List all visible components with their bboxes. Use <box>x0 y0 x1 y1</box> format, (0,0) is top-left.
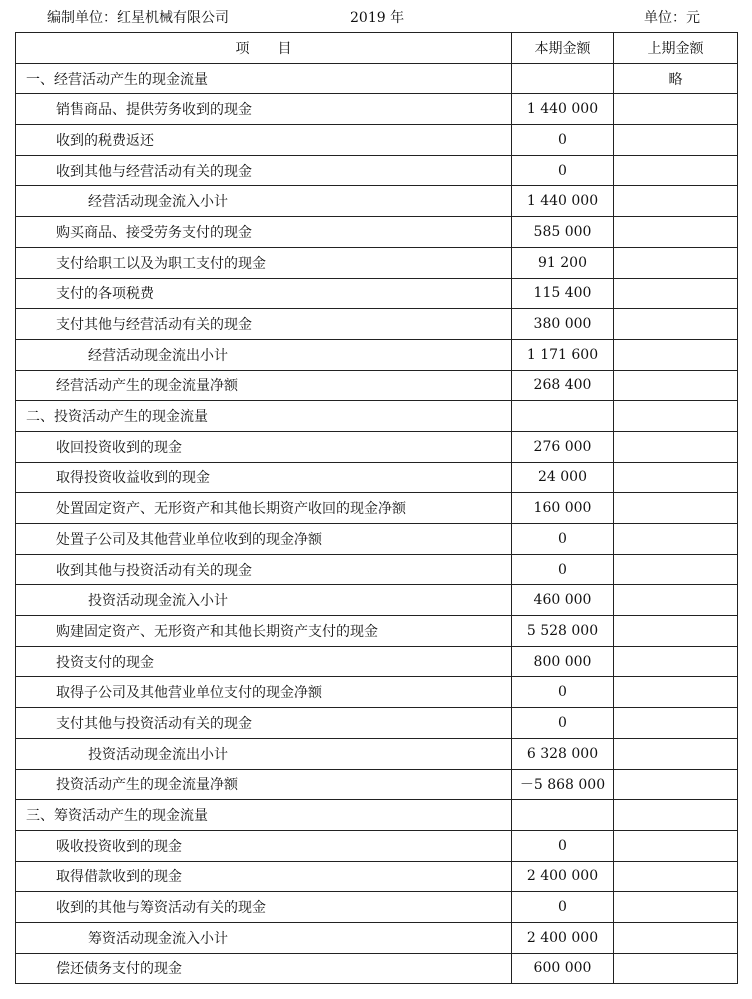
row-item-label: 投资活动现金流出小计 <box>16 738 512 769</box>
row-current-amount: 380 000 <box>512 309 614 340</box>
row-current-amount: 0 <box>512 708 614 739</box>
row-current-amount: 5 528 000 <box>512 616 614 647</box>
row-current-amount: 1 440 000 <box>512 94 614 125</box>
currency-unit: 单位：元 <box>644 10 700 26</box>
row-item-label: 筹资活动现金流入小计 <box>16 922 512 953</box>
row-current-amount: 0 <box>512 677 614 708</box>
table-row <box>16 94 738 125</box>
table-row <box>16 493 738 524</box>
row-previous-amount <box>614 431 738 462</box>
row-previous-amount <box>614 953 738 984</box>
table-row <box>16 800 738 831</box>
row-item-label: 取得投资收益收到的现金 <box>16 462 512 493</box>
row-item-label: 销售商品、提供劳务收到的现金 <box>16 94 512 125</box>
table-row <box>16 892 738 923</box>
row-previous-amount <box>614 339 738 370</box>
row-item-label: 取得子公司及其他营业单位支付的现金净额 <box>16 677 512 708</box>
table-row <box>16 769 738 800</box>
row-item-label: 支付的各项税费 <box>16 278 512 309</box>
table-row <box>16 861 738 892</box>
row-previous-amount <box>614 524 738 555</box>
row-item-label: 支付给职工以及为职工支付的现金 <box>16 247 512 278</box>
table-row <box>16 339 738 370</box>
preparing-unit: 编制单位：红星机械有限公司 <box>47 10 229 26</box>
row-current-amount: 585 000 <box>512 217 614 248</box>
table-row <box>16 524 738 555</box>
row-previous-amount <box>614 155 738 186</box>
row-item-label: 一、经营活动产生的现金流量 <box>16 63 512 94</box>
row-previous-amount <box>614 646 738 677</box>
table-row <box>16 922 738 953</box>
row-item-label: 收到的其他与筹资活动有关的现金 <box>16 892 512 923</box>
row-item-label: 经营活动产生的现金流量净额 <box>16 370 512 401</box>
row-item-label: 三、筹资活动产生的现金流量 <box>16 800 512 831</box>
row-previous-amount <box>614 309 738 340</box>
table-row <box>16 401 738 432</box>
table-row <box>16 155 738 186</box>
row-item-label: 收到其他与经营活动有关的现金 <box>16 155 512 186</box>
row-current-amount: 276 000 <box>512 431 614 462</box>
table-row <box>16 554 738 585</box>
row-current-amount: 160 000 <box>512 493 614 524</box>
table-row <box>16 217 738 248</box>
row-current-amount: 115 400 <box>512 278 614 309</box>
table-row <box>16 677 738 708</box>
column-header-item: 项 目 <box>16 33 512 64</box>
table-row <box>16 431 738 462</box>
row-previous-amount <box>614 738 738 769</box>
row-current-amount: 0 <box>512 830 614 861</box>
table-row <box>16 616 738 647</box>
row-current-amount: 24 000 <box>512 462 614 493</box>
row-previous-amount <box>614 493 738 524</box>
table-row <box>16 646 738 677</box>
row-previous-amount <box>614 401 738 432</box>
row-item-label: 吸收投资收到的现金 <box>16 830 512 861</box>
statement-header <box>0 0 752 32</box>
row-current-amount: 0 <box>512 125 614 156</box>
column-header-current: 本期金额 <box>512 33 614 64</box>
row-previous-amount <box>614 922 738 953</box>
row-item-label: 处置固定资产、无形资产和其他长期资产收回的现金净额 <box>16 493 512 524</box>
row-item-label: 偿还债务支付的现金 <box>16 953 512 984</box>
row-current-amount: 600 000 <box>512 953 614 984</box>
table-header-row <box>16 33 738 64</box>
table-row <box>16 309 738 340</box>
table-row <box>16 738 738 769</box>
row-item-label: 购建固定资产、无形资产和其他长期资产支付的现金 <box>16 616 512 647</box>
table-row <box>16 125 738 156</box>
row-previous-amount <box>614 247 738 278</box>
report-year: 2019 年 <box>350 10 405 26</box>
table-row <box>16 370 738 401</box>
row-item-label: 投资活动现金流入小计 <box>16 585 512 616</box>
row-item-label: 支付其他与经营活动有关的现金 <box>16 309 512 340</box>
row-current-amount: 0 <box>512 554 614 585</box>
row-current-amount: 268 400 <box>512 370 614 401</box>
row-current-amount: 800 000 <box>512 646 614 677</box>
row-previous-amount <box>614 861 738 892</box>
column-header-previous: 上期金额 <box>614 33 738 64</box>
row-current-amount <box>512 800 614 831</box>
row-previous-amount <box>614 554 738 585</box>
row-previous-amount <box>614 94 738 125</box>
row-previous-amount <box>614 278 738 309</box>
table-row <box>16 585 738 616</box>
row-current-amount: 6 328 000 <box>512 738 614 769</box>
table-row <box>16 186 738 217</box>
row-current-amount: 1 440 000 <box>512 186 614 217</box>
row-item-label: 处置子公司及其他营业单位收到的现金净额 <box>16 524 512 555</box>
row-previous-amount <box>614 125 738 156</box>
table-row <box>16 63 738 94</box>
row-previous-amount <box>614 462 738 493</box>
row-previous-amount: 略 <box>614 63 738 94</box>
row-item-label: 投资支付的现金 <box>16 646 512 677</box>
table-row <box>16 247 738 278</box>
row-current-amount: 91 200 <box>512 247 614 278</box>
row-current-amount: －5 868 000 <box>512 769 614 800</box>
row-previous-amount <box>614 186 738 217</box>
row-current-amount: 2 400 000 <box>512 861 614 892</box>
row-current-amount: 1 171 600 <box>512 339 614 370</box>
row-previous-amount <box>614 677 738 708</box>
row-previous-amount <box>614 370 738 401</box>
row-previous-amount <box>614 769 738 800</box>
row-previous-amount <box>614 585 738 616</box>
row-item-label: 收到的税费返还 <box>16 125 512 156</box>
row-item-label: 投资活动产生的现金流量净额 <box>16 769 512 800</box>
row-item-label: 购买商品、接受劳务支付的现金 <box>16 217 512 248</box>
row-item-label: 二、投资活动产生的现金流量 <box>16 401 512 432</box>
cash-flow-table <box>15 32 738 984</box>
table-row <box>16 830 738 861</box>
row-current-amount: 0 <box>512 155 614 186</box>
row-current-amount: 2 400 000 <box>512 922 614 953</box>
row-previous-amount <box>614 830 738 861</box>
row-previous-amount <box>614 217 738 248</box>
row-current-amount: 0 <box>512 524 614 555</box>
row-item-label: 经营活动现金流入小计 <box>16 186 512 217</box>
row-previous-amount <box>614 616 738 647</box>
row-item-label: 收回投资收到的现金 <box>16 431 512 462</box>
row-current-amount: 460 000 <box>512 585 614 616</box>
table-body <box>16 63 738 984</box>
table-row <box>16 462 738 493</box>
row-current-amount <box>512 63 614 94</box>
row-previous-amount <box>614 708 738 739</box>
row-previous-amount <box>614 892 738 923</box>
table-row <box>16 953 738 984</box>
row-item-label: 取得借款收到的现金 <box>16 861 512 892</box>
table-row <box>16 708 738 739</box>
row-item-label: 经营活动现金流出小计 <box>16 339 512 370</box>
table-row <box>16 278 738 309</box>
row-current-amount: 0 <box>512 892 614 923</box>
row-previous-amount <box>614 800 738 831</box>
row-item-label: 收到其他与投资活动有关的现金 <box>16 554 512 585</box>
row-item-label: 支付其他与投资活动有关的现金 <box>16 708 512 739</box>
row-current-amount <box>512 401 614 432</box>
